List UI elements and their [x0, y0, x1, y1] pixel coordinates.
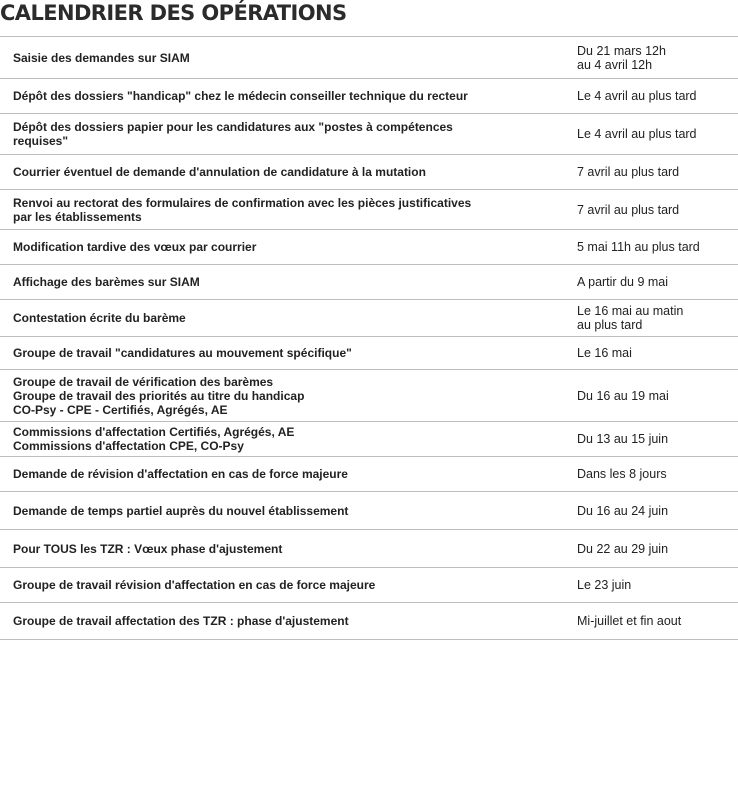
operation-label: Demande de temps partiel auprès du nouvel établissement: [13, 503, 349, 518]
operation-label: Groupe de travail des priorités au titre du handicap: [13, 388, 305, 403]
operation-cell: [0, 542, 568, 556]
operation-cell: [0, 51, 568, 65]
operation-label: Groupe de travail affectation des TZR : phase d'ajustement: [13, 614, 349, 628]
date-label: Le 23 juin: [577, 578, 632, 592]
date-cell: [568, 304, 738, 332]
table-row: [0, 265, 738, 300]
table-row: [0, 79, 738, 114]
page-title: CALENDRIER DES OPÉRATIONS: [0, 1, 347, 25]
operation-cell: [0, 240, 568, 254]
operation-cell: [0, 504, 568, 518]
date-label: 7 avril au plus tard: [577, 165, 680, 179]
table-row: [0, 114, 738, 155]
operation-label: Groupe de travail de vérification des barèmes: [13, 374, 274, 389]
operation-label: Dépôt des dossiers "handicap" chez le médecin conseiller technique du recteur: [13, 89, 468, 103]
date-label: Du 21 mars 12h: [577, 43, 666, 58]
operation-label: Commissions d'affectation CPE, CO-Psy: [13, 439, 244, 453]
operation-cell: [0, 578, 568, 592]
table-row: [0, 155, 738, 190]
table-row: [0, 457, 738, 492]
operation-label: Affichage des barèmes sur SIAM: [13, 275, 200, 289]
date-label: Le 4 avril au plus tard: [577, 89, 697, 103]
operation-label: Renvoi au rectorat des formulaires de confirmation avec les pièces justificatives: [13, 195, 472, 210]
operation-cell: [0, 375, 568, 417]
table-row: [0, 492, 738, 530]
date-label: Du 16 au 24 juin: [577, 503, 669, 518]
table-row: [0, 422, 738, 457]
operation-label: par les établissements: [13, 209, 142, 224]
date-cell: [568, 203, 738, 217]
date-label: Le 16 mai: [577, 346, 632, 360]
date-cell: [568, 240, 738, 254]
table-row: [0, 530, 738, 568]
date-cell: [568, 89, 738, 103]
date-label: Du 13 au 15 juin: [577, 432, 669, 446]
date-label: au 4 avril 12h: [577, 57, 653, 72]
table-row: [0, 37, 738, 79]
operation-label: requises": [13, 134, 69, 148]
date-cell: [568, 275, 738, 289]
date-cell: [568, 165, 738, 179]
date-label: Le 16 mai au matin: [577, 304, 684, 318]
date-cell: [568, 467, 738, 481]
table-row: [0, 603, 738, 640]
operation-label: Modification tardive des vœux par courrier: [13, 240, 257, 254]
table-row: [0, 190, 738, 230]
date-cell: [568, 542, 738, 556]
date-cell: [568, 504, 738, 518]
operation-label: Groupe de travail révision d'affectation en cas de force majeure: [13, 578, 376, 592]
operation-label: Commissions d'affectation Certifiés, Agrégés, AE: [13, 425, 295, 439]
operation-label: Saisie des demandes sur SIAM: [13, 50, 190, 65]
operation-cell: [0, 165, 568, 179]
table-row: [0, 337, 738, 370]
operation-label: Dépôt des dossiers papier pour les candidatures aux "postes à compétences: [13, 120, 453, 134]
operation-label: Groupe de travail "candidatures au mouvement spécifique": [13, 346, 352, 360]
operation-cell: [0, 196, 568, 224]
date-label: Dans les 8 jours: [577, 467, 667, 481]
operation-cell: [0, 275, 568, 289]
date-cell: [568, 432, 738, 446]
date-label: Du 16 au 19 mai: [577, 388, 669, 403]
date-label: Du 22 au 29 juin: [577, 541, 669, 556]
date-label: au plus tard: [577, 318, 643, 332]
table-row: [0, 230, 738, 265]
operation-label: Pour TOUS les TZR : Vœux phase d'ajustement: [13, 541, 283, 556]
date-cell: [568, 127, 738, 141]
date-cell: [568, 44, 738, 72]
operation-cell: [0, 425, 568, 453]
table-row: [0, 370, 738, 422]
table-row: [0, 300, 738, 337]
date-cell: [568, 346, 738, 360]
date-label: 5 mai 11h au plus tard: [577, 240, 700, 254]
operation-cell: [0, 614, 568, 628]
date-label: Le 4 avril au plus tard: [577, 127, 697, 141]
operation-cell: [0, 346, 568, 360]
date-cell: [568, 614, 738, 628]
operation-cell: [0, 467, 568, 481]
operation-label: Contestation écrite du barème: [13, 311, 186, 325]
operations-schedule-table: [0, 36, 738, 640]
operation-cell: [0, 89, 568, 103]
date-label: Mi-juillet et fin aout: [577, 614, 682, 628]
operation-label: Demande de révision d'affectation en cas de force majeure: [13, 467, 348, 481]
date-cell: [568, 389, 738, 403]
operation-label: Courrier éventuel de demande d'annulation de candidature à la mutation: [13, 165, 426, 179]
operation-cell: [0, 311, 568, 325]
date-label: A partir du 9 mai: [577, 275, 669, 289]
operation-label: CO-Psy - CPE - Certifiés, Agrégés, AE: [13, 402, 228, 417]
table-row: [0, 568, 738, 603]
operation-cell: [0, 120, 568, 148]
date-cell: [568, 578, 738, 592]
date-label: 7 avril au plus tard: [577, 202, 680, 217]
